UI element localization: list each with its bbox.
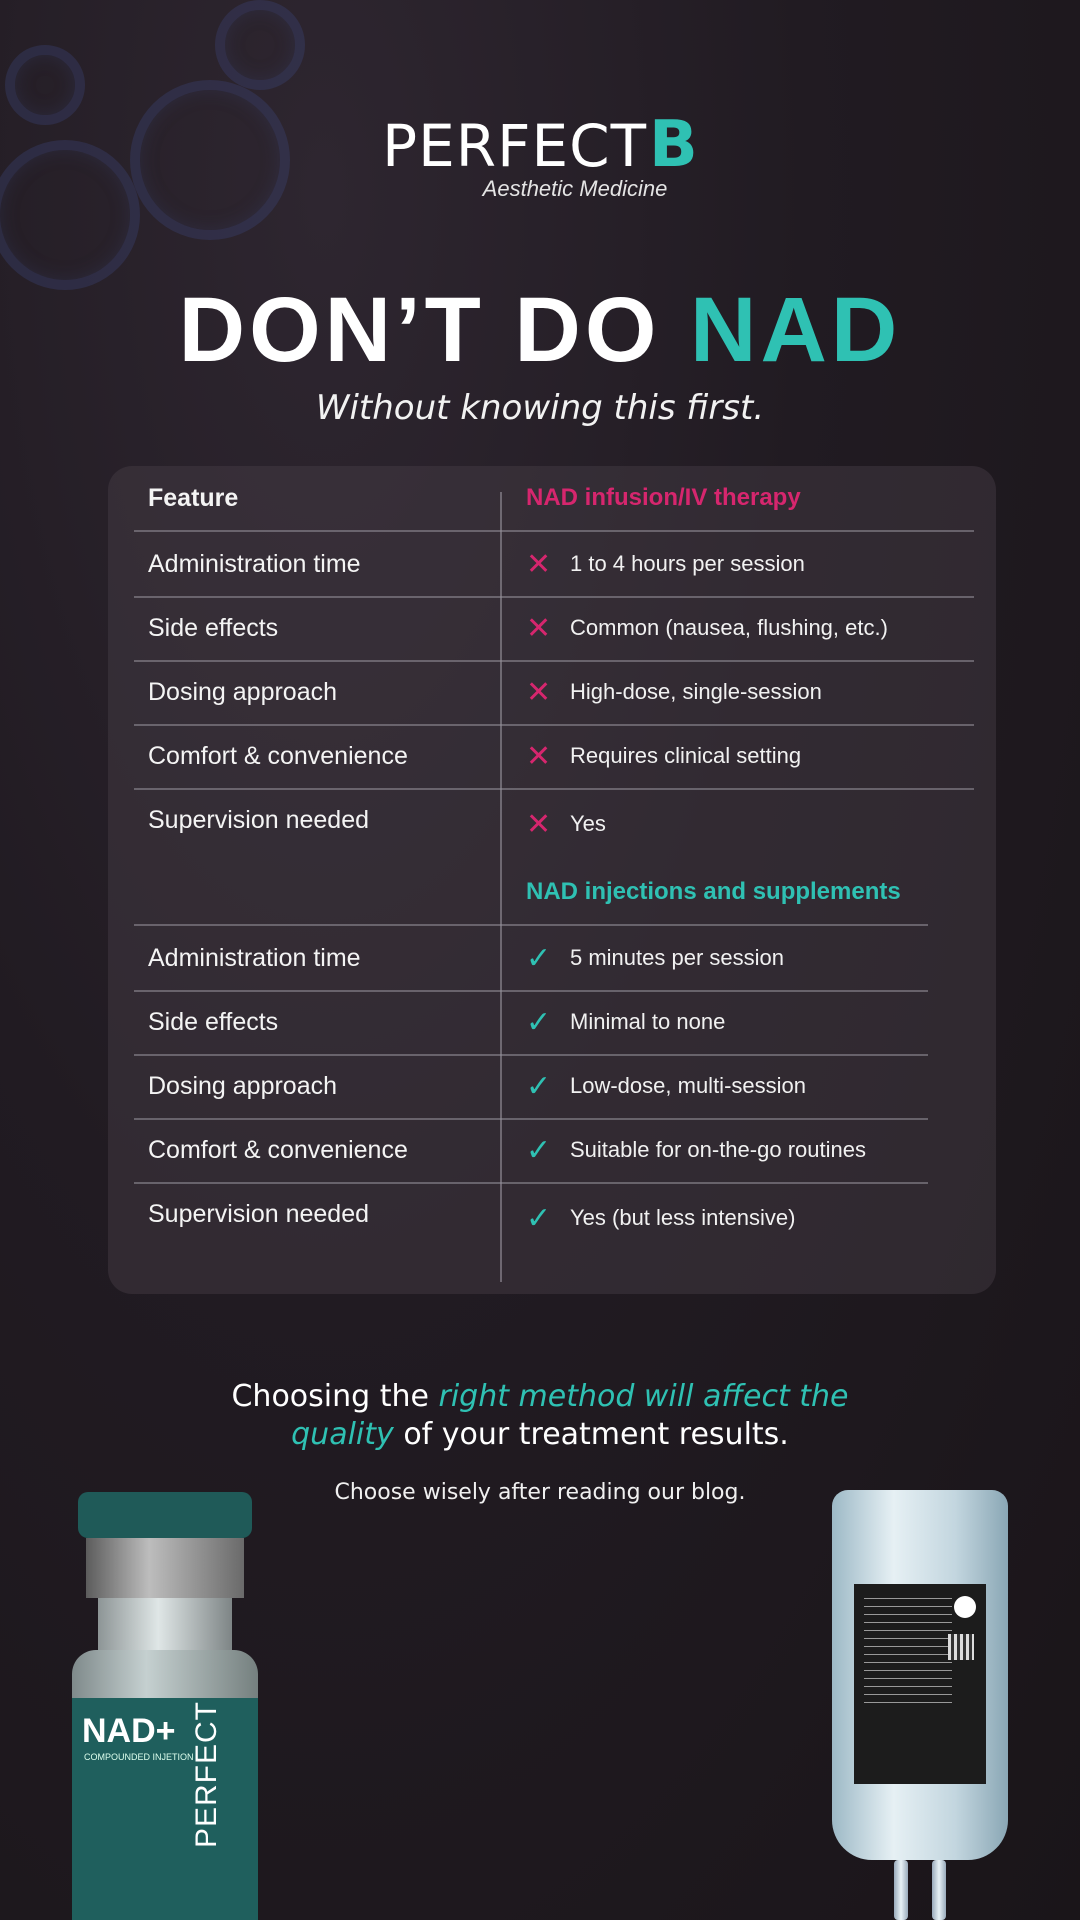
vial-body [72,1650,258,1920]
feature-cell: Dosing approach [148,678,338,706]
feature-cell: Dosing approach [148,1072,338,1100]
vial-brand: PERFECT [190,1700,223,1848]
value-text: Suitable for on-the-go routines [570,1137,866,1162]
table-row [134,1054,928,1120]
table-row [134,1118,928,1184]
feature-header: Feature [148,484,239,512]
vial-subtitle: COMPOUNDED INJETION [84,1752,194,1762]
title-accent: NAD [690,279,902,381]
injections-header: NAD injections and supplements [526,878,901,905]
feature-cell: Side effects [148,1008,279,1036]
value-cell [526,596,888,660]
table-row [134,788,974,852]
value-cell [526,660,822,724]
vial-label [72,1698,258,1920]
bubble-decoration [215,0,305,90]
table-header-row [134,466,974,532]
vial-neck [98,1598,232,1656]
page-subtitle: Without knowing this first. [315,388,765,428]
value-cell [526,792,606,856]
cta-accent: right method will affect the [438,1379,849,1414]
cta-text: of your treatment results. [393,1417,789,1452]
iv-bag-body [832,1490,1008,1860]
feature-cell: Comfort & convenience [148,742,408,770]
check-icon: ✓ [526,1202,552,1236]
vial-title: NAD+ [82,1712,176,1750]
vial-cap [78,1492,252,1538]
value-cell [526,990,725,1054]
value-cell [526,1118,866,1182]
feature-cell: Administration time [148,550,361,578]
value-cell [526,724,801,788]
x-icon: ✕ [526,808,552,842]
qr-code-icon [948,1634,974,1660]
check-icon: ✓ [526,942,552,976]
value-cell [526,532,805,596]
x-icon: ✕ [526,740,552,774]
iv-bag-image [832,1490,1008,1920]
comparison-table [108,466,996,1294]
vial-crimp [86,1538,244,1598]
nad-vial-image [70,1492,260,1920]
table-subheader-row [134,860,928,926]
iv-header: NAD infusion/IV therapy [526,484,801,511]
feature-cell: Supervision needed [148,806,369,834]
brand-tagline: Aesthetic Medicine [482,176,668,201]
page-title [0,278,1080,383]
brand-mark: B [649,108,698,182]
table-row [134,724,974,790]
x-icon: ✕ [526,676,552,710]
value-cell [526,1186,795,1250]
feature-cell: Supervision needed [148,1200,369,1228]
feature-cell: Side effects [148,614,279,642]
title-part: DON’T DO [178,279,690,381]
droplet-icon [954,1596,976,1618]
check-icon: ✓ [526,1134,552,1168]
value-text: Common (nausea, flushing, etc.) [570,615,888,640]
check-icon: ✓ [526,1006,552,1040]
table-row [134,532,974,598]
iv-tube [932,1860,946,1920]
value-cell [526,1054,806,1118]
value-text: 1 to 4 hours per session [570,551,805,576]
x-icon: ✕ [526,612,552,646]
value-text: Requires clinical setting [570,743,802,768]
value-text: Yes [570,811,606,836]
iv-tube [894,1860,908,1920]
feature-cell: Comfort & convenience [148,1136,408,1164]
check-icon: ✓ [526,1070,552,1104]
table-row [134,660,974,726]
cta-text: Choosing the [231,1379,439,1414]
value-text: Yes (but less intensive) [570,1205,796,1230]
value-text: 5 minutes per session [570,945,784,970]
table-row [134,926,928,992]
iv-bag-label [854,1584,986,1784]
checklist-lines [864,1598,952,1708]
table-row [134,1182,928,1246]
brand-logo [0,108,1080,202]
call-to-action [0,1378,1080,1454]
table-row [134,596,974,662]
value-cell [526,926,784,990]
value-text: Low-dose, multi-session [570,1073,806,1098]
cta-accent: quality [291,1417,394,1452]
value-text: Minimal to none [570,1009,726,1034]
feature-cell: Administration time [148,944,361,972]
value-text: High-dose, single-session [570,679,822,704]
brand-name: PERFECT [382,112,648,180]
table-row [134,990,928,1056]
x-icon: ✕ [526,548,552,582]
blog-note: Choose wisely after reading our blog. [334,1480,746,1505]
